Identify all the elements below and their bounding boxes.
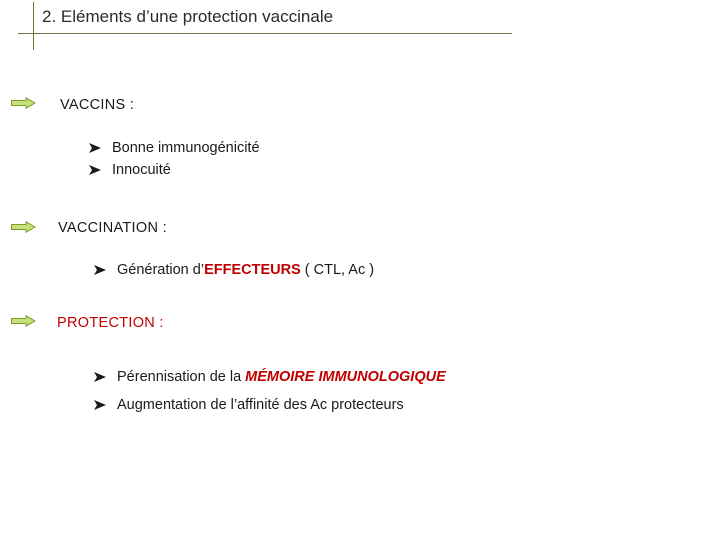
title-underline [18, 33, 512, 34]
arrowhead-bullet-icon [88, 142, 102, 154]
list-item [93, 262, 374, 278]
arrowhead-bullet-icon [93, 399, 107, 411]
right-arrow-icon [11, 315, 36, 327]
list-item [93, 397, 404, 413]
arrowhead-bullet-icon [93, 264, 107, 276]
list-item-text: Innocuité [112, 162, 171, 178]
list-item [93, 369, 446, 385]
section-heading-vaccination: VACCINATION : [58, 220, 167, 236]
list-item-text-pre: Pérennisation de la [117, 369, 246, 385]
right-arrow-icon [11, 221, 36, 233]
section-heading-protection: PROTECTION : [57, 315, 164, 331]
list-item-text: Augmentation de l’affinité des Ac protecteurs [117, 397, 404, 413]
list-item [88, 162, 171, 178]
emphasis-memoire-immunologique: MÉMOIRE IMMUNOLOGIQUE [245, 369, 446, 385]
list-item-text-post: ( CTL, Ac ) [300, 262, 375, 278]
list-item-text: Bonne immunogénicité [112, 140, 260, 156]
arrowhead-bullet-icon [88, 164, 102, 176]
list-item [88, 140, 260, 156]
arrowhead-bullet-icon [93, 371, 107, 383]
slide-title: 2. Eléments d’une protection vaccinale [42, 7, 334, 26]
right-arrow-icon [11, 97, 36, 109]
section-heading-vaccins: VACCINS : [60, 97, 135, 113]
list-item-text-pre: Génération d’ [117, 262, 205, 278]
title-vertical-rule [33, 2, 34, 50]
emphasis-effecteurs: EFFECTEURS [204, 262, 301, 278]
